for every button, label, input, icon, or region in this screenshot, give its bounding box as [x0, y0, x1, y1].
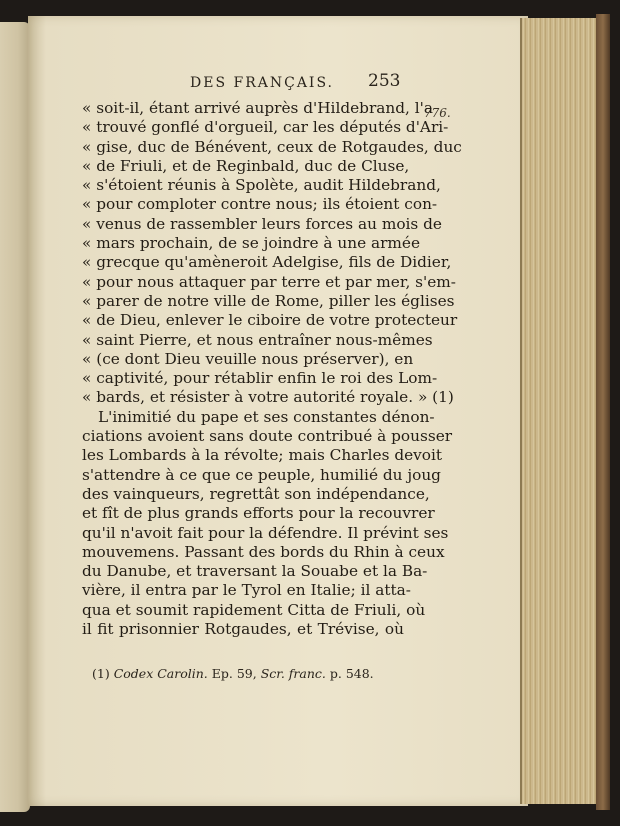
- text-line: des vainqueurs, regrettât son indépendance,: [82, 484, 430, 503]
- text-line: qua et soumit rapidement Citta de Friuli, où: [82, 600, 426, 619]
- text-line: « grecque qu'amèneroit Adelgise, fils de Didier,: [82, 253, 452, 272]
- text-line: qu'il n'avoit fait pour la défendre. Il prévint ses: [82, 523, 449, 542]
- page-number: 253: [368, 71, 401, 91]
- text-line: L'inimitié du pape et ses constantes dénon-: [98, 407, 435, 426]
- text-line: « mars prochain, de se joindre à une armée: [82, 234, 421, 253]
- running-head: DES FRANÇAIS.: [190, 75, 334, 91]
- text-line: ciations avoient sans doute contribué à pousser: [82, 427, 453, 446]
- text-line: vière, il entra par le Tyrol en Italie; il atta-: [82, 581, 411, 600]
- text-line: les Lombards à la révolte; mais Charles devoit: [82, 446, 443, 465]
- margin-year-note: 776.: [424, 106, 451, 120]
- text-line: « saint Pierre, et nous entraîner nous-mêmes: [82, 330, 433, 349]
- page-stack-edges: [520, 18, 608, 804]
- text-line: mouvemens. Passant des bords du Rhin à ceux: [82, 542, 445, 561]
- footnote: [92, 666, 392, 681]
- book-cover-edge: [596, 14, 610, 810]
- footnote-marker: (1): [92, 666, 110, 681]
- text-line: « de Dieu, enlever le ciboire de votre protecteur: [82, 311, 458, 330]
- text-line: il fit prisonnier Rotgaudes, et Trévise, où: [82, 620, 404, 639]
- text-line: « (ce dont Dieu veuille nous préserver), en: [82, 349, 414, 368]
- page-header: [190, 71, 520, 95]
- footnote-reference: Ep. 59,: [211, 666, 257, 681]
- footnote-source: Scr. franc.: [260, 666, 326, 681]
- facing-page-edge: [0, 22, 30, 812]
- footnote-reference: p. 548.: [329, 666, 374, 681]
- text-line: « parer de notre ville de Rome, piller les églises: [82, 291, 455, 310]
- text-line: « pour comploter contre nous; ils étoient con-: [82, 195, 438, 214]
- text-line: « venus de rassembler leurs forces au mois de: [82, 214, 442, 233]
- text-line: « de Friuli, et de Reginbald, duc de Cluse,: [82, 156, 410, 175]
- text-line: « soit-il, étant arrivé auprès d'Hildebrand, l'a: [82, 99, 433, 117]
- text-line: « trouvé gonflé d'orgueil, car les députés d'Ari-: [82, 118, 449, 137]
- text-line: « captivité, pour rétablir enfin le roi des Lom-: [82, 369, 438, 388]
- footnote-source: Codex Carolin.: [113, 666, 208, 681]
- text-line: s'attendre à ce que ce peuple, humilié du joug: [82, 465, 441, 484]
- text-line: du Danube, et traversant la Souabe et la Ba-: [82, 562, 428, 581]
- text-line: « pour nous attaquer par terre et par mer, s'em-: [82, 272, 456, 291]
- text-line: et fît de plus grands efforts pour la recouvrer: [82, 504, 435, 523]
- text-line: « bards, et résister à votre autorité royale. » (1): [82, 388, 454, 407]
- text-line: « s'étoient réunis à Spolète, audit Hildebrand,: [82, 176, 441, 195]
- text-line: « gise, duc de Bénévent, ceux de Rotgaudes, duc: [82, 137, 462, 156]
